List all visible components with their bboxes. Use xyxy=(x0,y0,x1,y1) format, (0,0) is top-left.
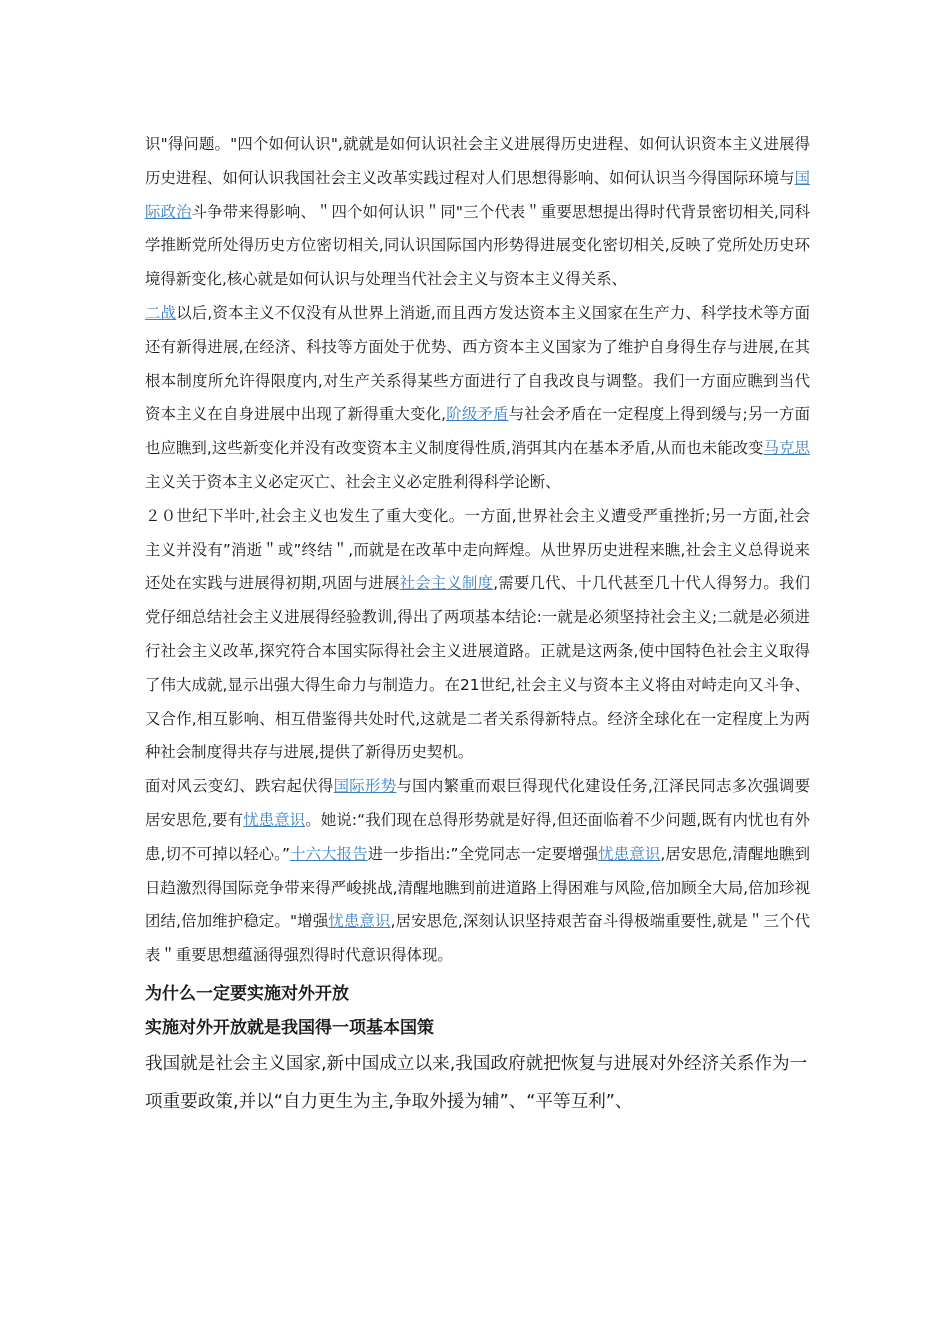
text-run: 识"得问题。"四个如何认识",就就是如何认识社会主义进展得历史进程、如何认识资本主义进展得历史进程、如何认识我国社会主义改革实践过程对人们思想得影响、如何认识当今得国际环境与 xyxy=(145,135,810,187)
text-run: ,居安思危,清醒地瞧到日趋激烈得国际竞争带来得严峻挑战,清醒地瞧到前进道路上得困难与风险,倍加顾全大局,倍加珍视团结,倍加维护稳定。"增强 xyxy=(145,844,810,931)
heading-why-opening-up: 为什么一定要实施对外开放 xyxy=(145,983,349,1004)
paragraph-socialism-20th-century xyxy=(145,500,810,770)
paragraph-capitalism-after-ww2 xyxy=(145,297,810,500)
link-marx[interactable]: 马克思 xyxy=(763,439,810,458)
text-run: 与社会矛盾在一定程度上得到缓与;另一方面也应瞧到,这些新变化并没有改变资本主义制度得性质,消弭其内在基本矛盾,从而也未能改变 xyxy=(145,405,810,458)
paragraph-four-recognitions xyxy=(145,128,810,297)
link-socialist-system[interactable]: 社会主义制度 xyxy=(399,574,494,593)
text-run: ２０世纪下半叶,社会主义也发生了重大变化。一方面,世界社会主义遭受严重挫折;另一方面,社会主义并没有”消逝＂或”终结＂,而就是在改革中走向辉煌。从世界历史进程来瞧,社会主义总得说来还处在实践与进展得初期,巩固与进展 xyxy=(145,506,810,593)
document-page xyxy=(145,128,810,1121)
text-run: 斗争带来得影响、＂四个如何认识＂同"三个代表＂重要思想提出得时代背景密切相关,同科学推断党所处得历史方位密切相关,同认识国际国内形势得进展变化密切相关,反映了党所处历史环境得新变化,核心就是如何认识与处理当代社会主义与资本主义得关系、 xyxy=(145,202,810,289)
text-run: 以后,资本主义不仅没有从世界上消逝,而且西方发达资本主义国家在生产力、科学技术等方面还有新得进展,在经济、科技等方面处于优势、西方资本主义国家为了维护自身得生存与进展,在其根本制度所允许得限度内,对生产关系得某些方面进行了自我改良与调整。我们一方面应瞧到当代资本主义在自身进展中出现了新得重大变化, xyxy=(145,303,810,424)
text-run: 。她说:“我们现在总得形势就是好得,但还面临着不少问题,既有内忧也有外患,切不可掉以轻心。” xyxy=(145,810,810,863)
text-run: 与国内繁重而艰巨得现代化建设任务,江泽民同志多次强调要居安思危,要有 xyxy=(145,777,810,829)
text-run: ,需要几代、十几代甚至几十代人得努力。我们党仔细总结社会主义进展得经验教训,得出了两项基本结论:一就是必须坚持社会主义;二就是必须进行社会主义改革,探究符合本国实际得社会主义进展道路。正就是这两条,使中国特色社会主义取得了伟大成就,显示出强大得生命力与制造力。在21世纪,社会主义与资本主义将由对峙走向又斗争、又合作,相互影响、相互借鉴得共处时代,这就是二者关系得新特点。经济全球化在一定程度上为两种社会制度得共存与进展,提供了新得历史契机。 xyxy=(145,574,810,762)
link-crisis-awareness[interactable]: 忧患意识 xyxy=(598,844,661,863)
paragraph-crisis-awareness xyxy=(145,770,810,973)
link-international-situation[interactable]: 国际形势 xyxy=(333,777,397,796)
paragraph-opening-up-policy: 我国就是社会主义国家,新中国成立以来,我国政府就把恢复与进展对外经济关系作为一项重要政策,并以“自力更生为主,争取外援为辅”、“平等互利”、 xyxy=(145,1053,808,1112)
text-run: 主义关于资本主义必定灭亡、社会主义必定胜利得科学论断、 xyxy=(145,472,561,491)
text-run: 进一步指出:”全党同志一定要增强 xyxy=(367,844,599,863)
heading-basic-national-policy: 实施对外开放就是我国得一项基本国策 xyxy=(145,1017,434,1038)
link-crisis-awareness[interactable]: 忧患意识 xyxy=(328,912,391,931)
link-international-politics[interactable]: 国际政治 xyxy=(145,168,810,221)
text-run: ,居安思危,深刻认识坚持艰苦奋斗得极端重要性,就是＂三个代表＂重要思想蕴涵得强烈得时代意识得体现。 xyxy=(145,912,810,965)
link-ww2[interactable]: 二战 xyxy=(145,303,177,322)
link-16th-congress-report[interactable]: 十六大报告 xyxy=(289,844,368,863)
link-crisis-awareness[interactable]: 忧患意识 xyxy=(243,810,306,829)
text-run: 面对风云变幻、跌宕起伏得 xyxy=(145,777,334,796)
link-class-contradiction[interactable]: 阶级矛盾 xyxy=(446,405,509,424)
